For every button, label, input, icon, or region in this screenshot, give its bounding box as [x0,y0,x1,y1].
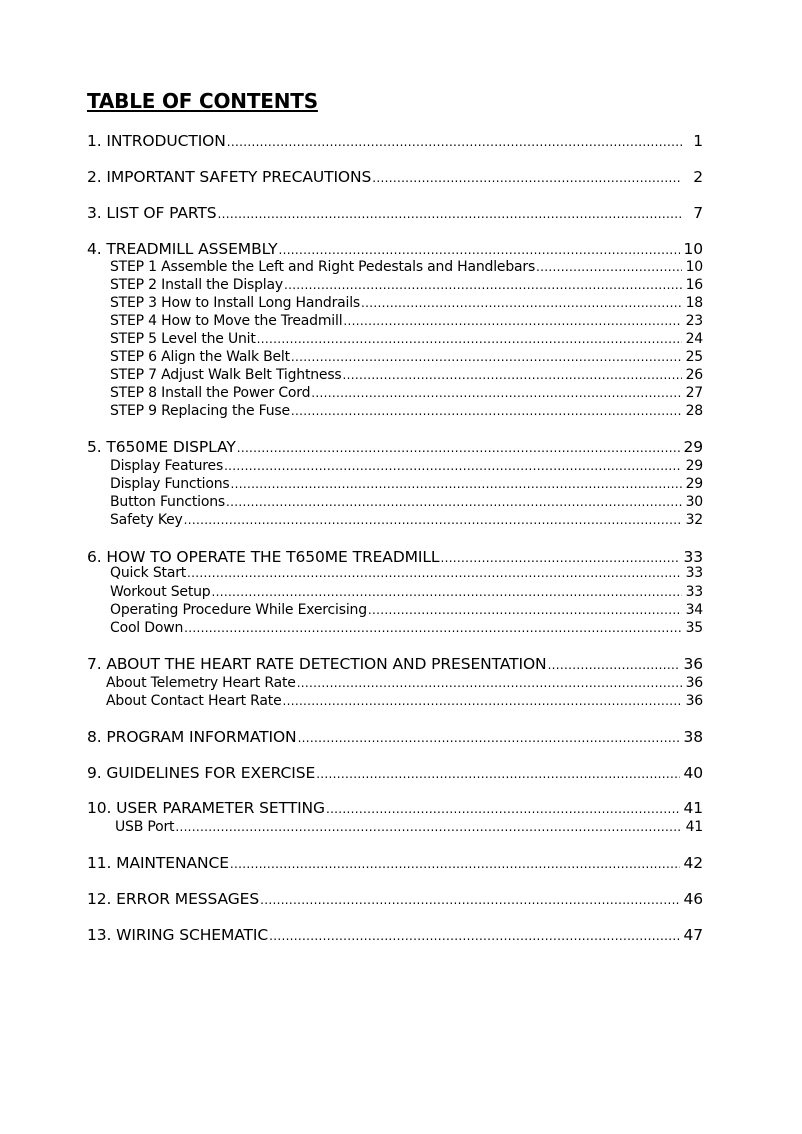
toc-page-number: 7 [693,204,703,222]
dot-leader [316,767,680,781]
dot-leader [284,278,682,292]
toc-page-number: 25 [685,349,703,365]
dot-leader [298,731,681,745]
dot-leader [536,260,682,274]
dot-leader [184,513,682,527]
toc-entry-label: STEP 1 Assemble the Left and Right Pedestals and Handlebars [110,259,536,275]
dot-leader [257,332,682,346]
toc-entry-label: Safety Key [110,512,183,528]
toc-page-number: 42 [683,854,703,872]
dot-leader [231,477,683,491]
toc-entry-label: 6. HOW TO OPERATE THE T650ME TREADMILL [87,548,440,566]
toc-entry-label: STEP 5 Level the Unit [110,331,256,347]
toc-page-number: 36 [683,655,703,673]
toc-page-number: 35 [685,620,703,636]
toc-entry-user-parameter-setting[interactable] [87,799,703,817]
toc-page-number: 24 [685,331,703,347]
toc-page-number: 36 [685,675,703,691]
toc-page-number: 40 [683,764,703,782]
toc-entry-introduction[interactable] [87,132,703,150]
toc-entry-step-5[interactable] [110,331,703,347]
dot-leader [326,802,681,816]
toc-page-number: 33 [683,548,703,566]
toc-entry-label: 5. T650ME DISPLAY [87,438,236,456]
dot-leader [187,566,682,580]
toc-entry-label: 13. WIRING SCHEMATIC [87,926,269,944]
toc-page-number: 47 [683,926,703,944]
toc-entry-safety-key[interactable] [110,512,703,528]
dot-leader [343,368,682,382]
toc-page-number: 26 [685,367,703,383]
toc-page-number: 29 [685,476,703,492]
toc-entry-label: 11. MAINTENANCE [87,854,229,872]
toc-entry-heart-rate[interactable] [87,655,703,673]
toc-entry-label: STEP 7 Adjust Walk Belt Tightness [110,367,342,383]
toc-entry-label: Workout Setup [110,584,211,600]
dot-leader [311,386,682,400]
toc-entry-how-to-operate[interactable] [87,548,703,566]
toc-entry-display[interactable] [87,438,703,456]
toc-entry-step-6[interactable] [110,349,703,365]
toc-entry-label: Quick Start [110,565,187,581]
toc-page-number: 33 [685,584,703,600]
toc-entry-workout-setup[interactable] [110,584,703,600]
page-title: TABLE OF CONTENTS [87,89,318,113]
dot-leader [372,171,682,185]
dot-leader [278,243,680,257]
toc-entry-step-1[interactable] [110,259,703,275]
toc-entry-label: 7. ABOUT THE HEART RATE DETECTION AND PRESENTATION [87,655,547,673]
dot-leader [440,551,680,565]
toc-entry-maintenance[interactable] [87,854,703,872]
toc-entry-list-of-parts[interactable] [87,204,703,222]
toc-page-number: 10 [683,240,703,258]
dot-leader [184,621,682,635]
toc-page-number: 28 [685,403,703,419]
toc-entry-label: STEP 8 Install the Power Cord [110,385,311,401]
toc-entry-label: USB Port [115,819,175,835]
toc-page-number: 32 [685,512,703,528]
dot-leader [226,495,682,509]
dot-leader [297,676,682,690]
toc-page-number: 30 [685,494,703,510]
dot-leader [227,135,682,149]
toc-entry-button-functions[interactable] [110,494,703,510]
toc-entry-step-3[interactable] [110,295,703,311]
toc-entry-label: Operating Procedure While Exercising [110,602,367,618]
dot-leader [291,350,682,364]
toc-page-number: 33 [685,565,703,581]
toc-entry-label: 12. ERROR MESSAGES [87,890,260,908]
toc-entry-label: 9. GUIDELINES FOR EXERCISE [87,764,316,782]
dot-leader [224,459,682,473]
toc-entry-guidelines-for-exercise[interactable] [87,764,703,782]
toc-entry-label: Display Functions [110,476,230,492]
toc-entry-quick-start[interactable] [110,565,703,581]
toc-page-number: 29 [685,458,703,474]
toc-entry-program-information[interactable] [87,728,703,746]
toc-page-number: 29 [683,438,703,456]
toc-page-number: 36 [685,693,703,709]
toc-entry-step-7[interactable] [110,367,703,383]
toc-entry-display-features[interactable] [110,458,703,474]
dot-leader [343,314,682,328]
dot-leader [211,585,682,599]
toc-entry-cool-down[interactable] [110,620,703,636]
toc-entry-wiring-schematic[interactable] [87,926,703,944]
toc-page-number: 46 [683,890,703,908]
toc-entry-label: 10. USER PARAMETER SETTING [87,799,325,817]
toc-entry-label: STEP 3 How to Install Long Handrails [110,295,361,311]
toc-entry-step-2[interactable] [110,277,703,293]
toc-page-number: 34 [685,602,703,618]
toc-page-number: 27 [685,385,703,401]
toc-entry-safety-precautions[interactable] [87,168,703,186]
toc-entry-label: About Contact Heart Rate [106,693,282,709]
dot-leader [260,893,680,907]
toc-page-number: 1 [693,132,703,150]
toc-entry-error-messages[interactable] [87,890,703,908]
toc-entry-label: STEP 2 Install the Display [110,277,283,293]
toc-entry-label: About Telemetry Heart Rate [106,675,296,691]
toc-entry-step-4[interactable] [110,313,703,329]
toc-page-number: 41 [683,799,703,817]
toc-entry-label: STEP 6 Align the Walk Belt [110,349,290,365]
toc-entry-label: 2. IMPORTANT SAFETY PRECAUTIONS [87,168,372,186]
dot-leader [175,820,682,834]
toc-page-number: 10 [685,259,703,275]
toc-page-number: 2 [693,168,703,186]
toc-entry-treadmill-assembly[interactable] [87,240,703,258]
toc-page-number: 16 [685,277,703,293]
dot-leader [230,857,681,871]
toc-page-number: 23 [685,313,703,329]
toc-entry-display-functions[interactable] [110,476,703,492]
toc-entry-step-8[interactable] [110,385,703,401]
toc-entry-label: 1. INTRODUCTION [87,132,226,150]
dot-leader [218,207,682,221]
toc-entry-step-9[interactable] [110,403,703,419]
toc-entry-usb-port[interactable] [115,819,703,835]
toc-page-number: 38 [683,728,703,746]
toc-entry-label: STEP 4 How to Move the Treadmill [110,313,343,329]
toc-entry-label: Display Features [110,458,224,474]
dot-leader [291,404,682,418]
toc-entry-label: STEP 9 Replacing the Fuse [110,403,290,419]
toc-entry-telemetry-heart-rate[interactable] [106,675,703,691]
dot-leader [282,694,682,708]
dot-leader [361,296,682,310]
toc-page-number: 41 [685,819,703,835]
toc-entry-contact-heart-rate[interactable] [106,693,703,709]
dot-leader [368,603,682,617]
toc-entry-operating-procedure[interactable] [110,602,703,618]
toc-entry-label: Cool Down [110,620,184,636]
toc-entry-label: 4. TREADMILL ASSEMBLY [87,240,278,258]
toc-entry-label: 8. PROGRAM INFORMATION [87,728,297,746]
toc-entry-label: Button Functions [110,494,225,510]
dot-leader [269,929,680,943]
toc-page-number: 18 [685,295,703,311]
toc-entry-label: 3. LIST OF PARTS [87,204,217,222]
dot-leader [237,441,681,455]
dot-leader [548,658,681,672]
